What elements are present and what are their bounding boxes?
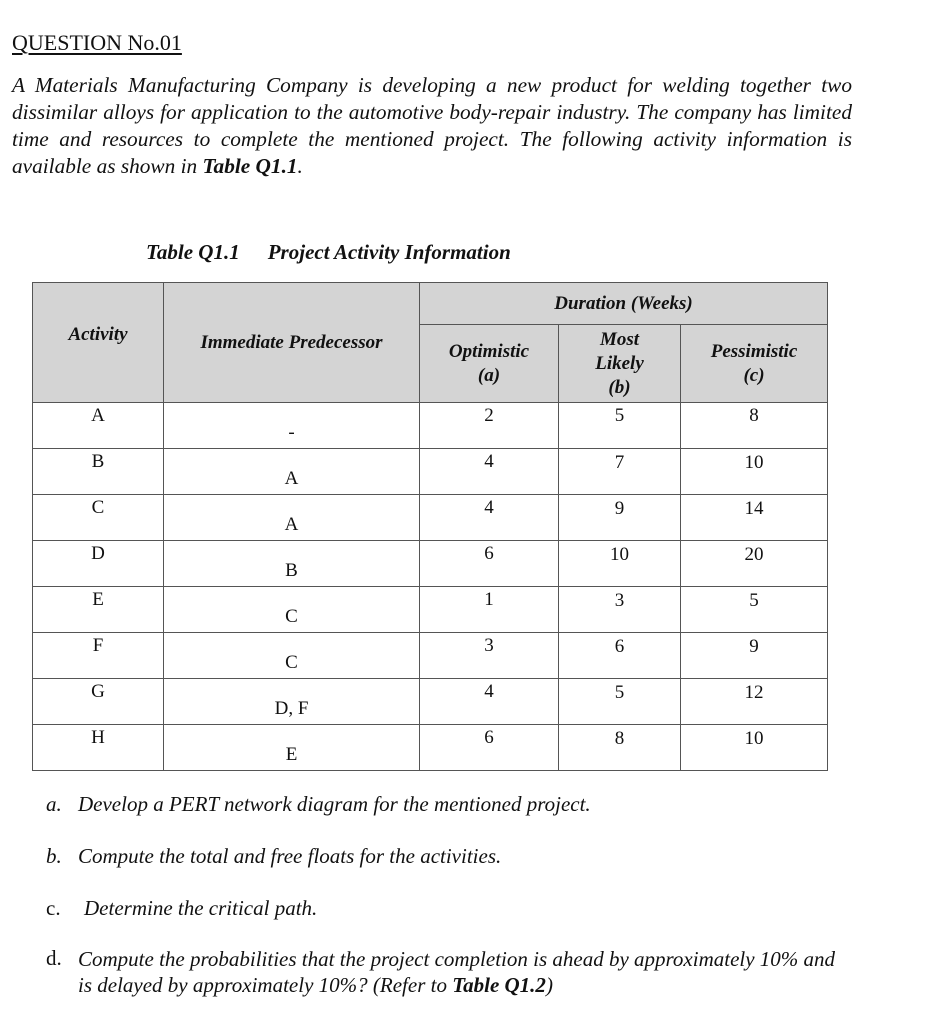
caption-id: Table Q1.1 (146, 240, 240, 264)
question-text: Develop a PERT network diagram for the mentioned project. (78, 792, 591, 816)
cell-pessimistic: 10 (681, 725, 828, 771)
cell-activity: H (33, 725, 164, 771)
cell-optimistic: 6 (420, 541, 559, 587)
cell-most-likely: 7 (559, 449, 681, 495)
intro-table-ref: Table Q1.1 (202, 154, 298, 178)
intro-paragraph (12, 72, 852, 180)
question-text: Compute the total and free floats for the activities. (78, 844, 502, 868)
header-optimistic-sym: (a) (477, 364, 501, 386)
cell-most-likely: 5 (559, 403, 681, 449)
cell-pessimistic: 12 (681, 679, 828, 725)
header-most-likely-sym: (b) (608, 376, 631, 398)
table-row (33, 725, 828, 771)
cell-optimistic: 1 (420, 587, 559, 633)
caption-title: Project Activity Information (267, 240, 511, 264)
cell-predecessor: B (164, 541, 420, 587)
cell-most-likely: 10 (559, 541, 681, 587)
table-row (33, 679, 828, 725)
cell-pessimistic: 9 (681, 633, 828, 679)
question-a (46, 792, 591, 817)
cell-most-likely: 5 (559, 679, 681, 725)
cell-optimistic: 4 (420, 449, 559, 495)
cell-optimistic: 3 (420, 633, 559, 679)
cell-most-likely: 9 (559, 495, 681, 541)
header-activity: Activity (33, 283, 164, 403)
cell-predecessor: A (164, 495, 420, 541)
header-pessimistic-label: Pessimistic (710, 340, 798, 362)
cell-pessimistic: 8 (681, 403, 828, 449)
cell-optimistic: 6 (420, 725, 559, 771)
header-pessimistic (681, 325, 828, 403)
cell-pessimistic: 10 (681, 449, 828, 495)
table-row (33, 633, 828, 679)
cell-activity: F (33, 633, 164, 679)
cell-pessimistic: 14 (681, 495, 828, 541)
cell-optimistic: 4 (420, 679, 559, 725)
header-most-likely-line2: Likely (595, 352, 644, 374)
cell-most-likely: 6 (559, 633, 681, 679)
question-table-ref: Table Q1.2 (452, 973, 546, 997)
header-optimistic (420, 325, 559, 403)
table-row (33, 403, 828, 449)
header-pessimistic-sym: (c) (743, 364, 765, 386)
header-duration: Duration (Weeks) (420, 283, 828, 325)
header-predecessor: Immediate Predecessor (164, 283, 420, 403)
intro-end: . (297, 154, 303, 178)
question-text: Compute the probabilities that the project completion is ahead by approximately 10% and is delayed by approximately 10%? (Refer to (78, 947, 836, 997)
question-label: d. (46, 946, 62, 970)
question-label: a. (46, 792, 62, 816)
cell-pessimistic: 5 (681, 587, 828, 633)
cell-predecessor: E (164, 725, 420, 771)
cell-predecessor: - (164, 403, 420, 449)
table-caption (146, 240, 511, 265)
question-heading: QUESTION No.01 (12, 30, 182, 55)
cell-activity: G (33, 679, 164, 725)
question-text: Determine the critical path. (84, 896, 318, 920)
cell-optimistic: 2 (420, 403, 559, 449)
cell-activity: D (33, 541, 164, 587)
cell-activity: C (33, 495, 164, 541)
question-label: c. (46, 896, 61, 920)
table-row (33, 449, 828, 495)
cell-predecessor: A (164, 449, 420, 495)
cell-predecessor: D, F (164, 679, 420, 725)
cell-most-likely: 8 (559, 725, 681, 771)
question-label: b. (46, 844, 62, 868)
cell-predecessor: C (164, 587, 420, 633)
cell-most-likely: 3 (559, 587, 681, 633)
question-d (46, 946, 848, 998)
header-most-likely-line1: Most (599, 328, 640, 350)
question-b (46, 844, 501, 869)
cell-predecessor: C (164, 633, 420, 679)
activity-table (32, 282, 828, 771)
cell-pessimistic: 20 (681, 541, 828, 587)
question-c (46, 896, 317, 921)
header-most-likely (559, 325, 681, 403)
intro-text: A Materials Manufacturing Company is developing a new product for welding together two dissimilar alloys for application to the automotive body-repair industry. The company has limited time and resources to complete the mentioned project. The following activity information is available as shown in (12, 73, 852, 178)
cell-activity: A (33, 403, 164, 449)
table-row (33, 587, 828, 633)
question-end: ) (545, 973, 553, 997)
cell-activity: E (33, 587, 164, 633)
cell-optimistic: 4 (420, 495, 559, 541)
cell-activity: B (33, 449, 164, 495)
table-row (33, 541, 828, 587)
question-text-wrap (78, 946, 848, 998)
table-row (33, 495, 828, 541)
header-optimistic-label: Optimistic (448, 340, 530, 362)
